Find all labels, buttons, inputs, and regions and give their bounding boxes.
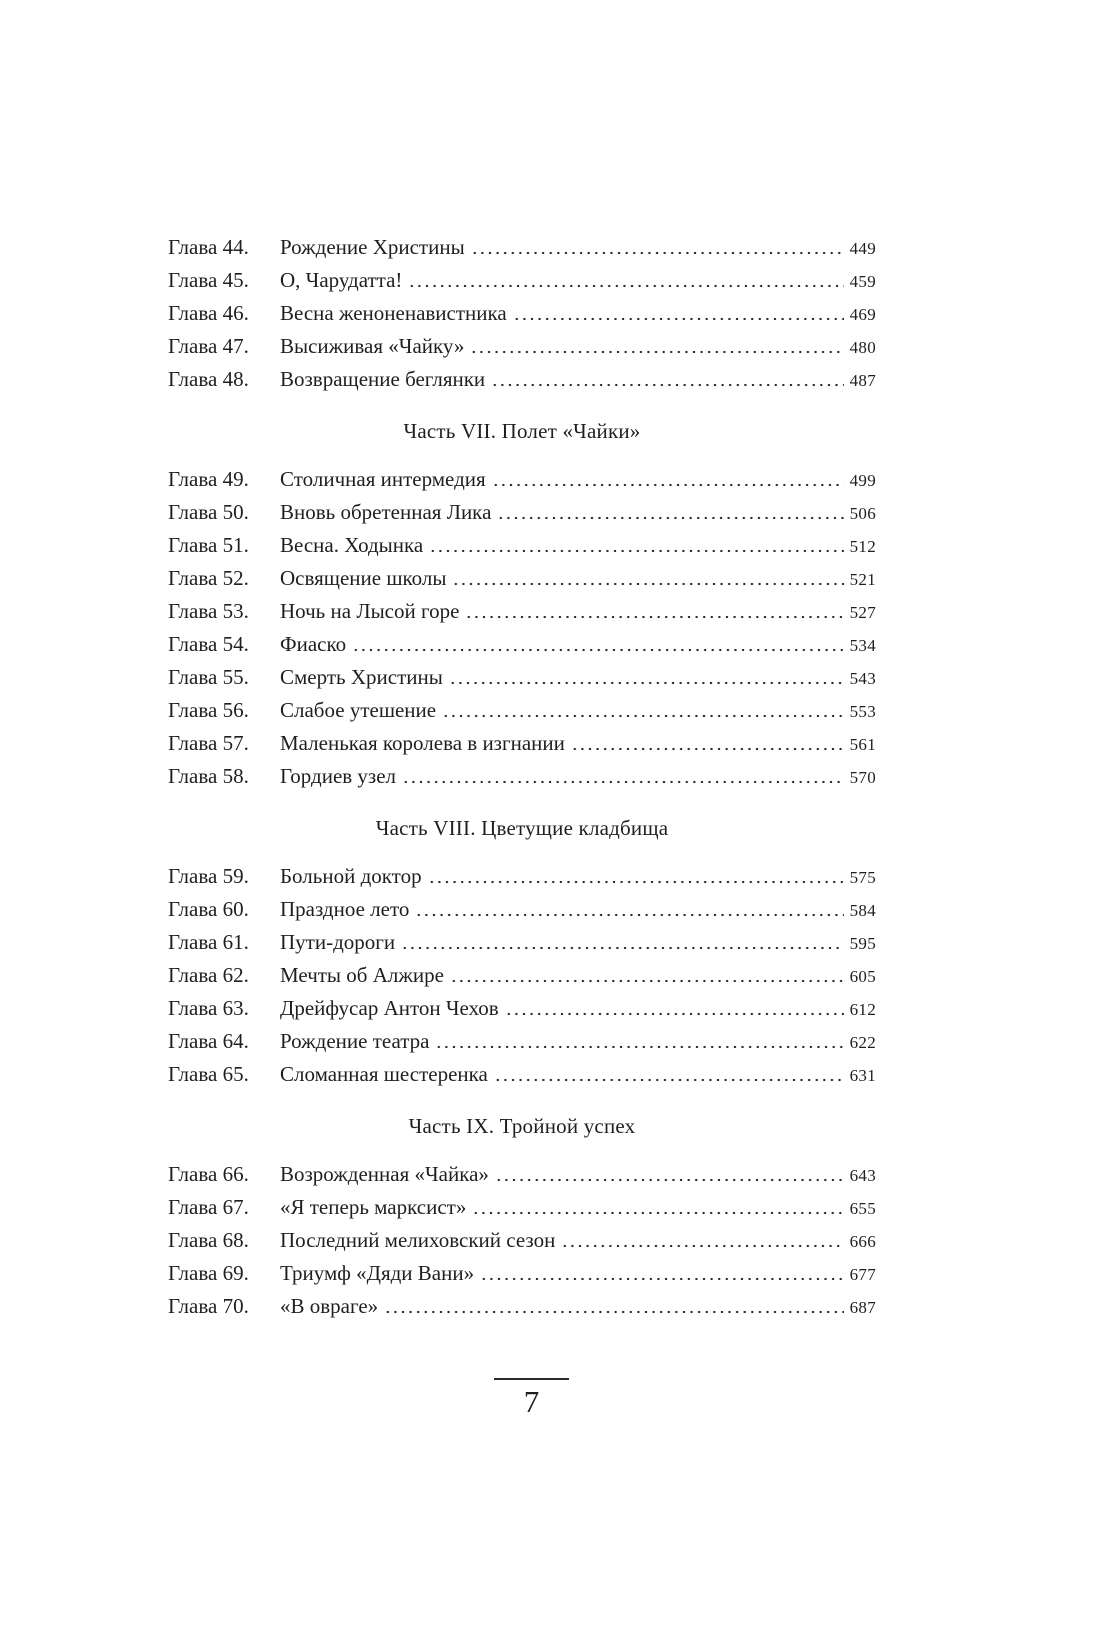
chapter-title: Триумф «Дяди Вани» [280, 1261, 475, 1285]
chapter-label: Глава 68. [168, 1228, 249, 1252]
chapter-page-number: 584 [849, 901, 876, 920]
dot-leader [513, 317, 844, 321]
chapter-label: Глава 54. [168, 632, 249, 656]
dot-leader [449, 681, 844, 685]
toc-entry [168, 860, 876, 893]
chapter-label: Глава 67. [168, 1195, 249, 1219]
toc-entry [168, 727, 876, 760]
dot-leader [415, 913, 843, 917]
chapter-title: Высиживая «Чайку» [280, 334, 465, 358]
chapter-title: Мечты об Алжире [280, 963, 444, 987]
chapter-label: Глава 51. [168, 533, 249, 557]
chapter-title: Возрожденная «Чайка» [280, 1162, 489, 1186]
dot-leader [480, 1277, 843, 1281]
toc-entry [168, 959, 876, 992]
toc-entry [168, 1290, 876, 1323]
chapter-page-number: 612 [849, 1000, 876, 1019]
dot-leader [494, 1078, 844, 1082]
dot-leader [465, 615, 843, 619]
chapter-label: Глава 56. [168, 698, 249, 722]
dot-leader [435, 1045, 843, 1049]
chapter-page-number: 506 [849, 504, 876, 523]
dot-leader [450, 979, 844, 983]
toc-entry [168, 529, 876, 562]
dot-leader [571, 747, 844, 751]
chapter-title: Последний мелиховский сезон [280, 1228, 556, 1252]
chapter-page-number: 469 [849, 305, 876, 324]
chapter-label: Глава 57. [168, 731, 249, 755]
chapter-page-number: 553 [849, 702, 876, 721]
chapter-label: Глава 49. [168, 467, 249, 491]
dot-leader [429, 549, 843, 553]
chapter-label: Глава 63. [168, 996, 249, 1020]
chapter-label: Глава 46. [168, 301, 249, 325]
toc-entry [168, 661, 876, 694]
toc-entry [168, 231, 876, 264]
page-number: 7 [523, 1384, 540, 1419]
dot-leader [428, 880, 844, 884]
chapter-page-number: 575 [849, 868, 876, 887]
chapter-label: Глава 65. [168, 1062, 249, 1086]
chapter-title: Маленькая королева в изгнании [280, 731, 565, 755]
chapter-page-number: 459 [849, 272, 876, 291]
chapter-page-number: 480 [849, 338, 876, 357]
toc-entry [168, 264, 876, 297]
chapter-label: Глава 66. [168, 1162, 249, 1186]
toc-entry [168, 297, 876, 330]
chapter-title: Смерть Христины [280, 665, 443, 689]
toc-entry [168, 893, 876, 926]
dot-leader [384, 1310, 843, 1314]
chapter-page-number: 631 [849, 1066, 876, 1085]
dot-leader [497, 516, 843, 520]
part-heading: Часть IX. Тройной успех [408, 1114, 636, 1138]
chapter-title: Сломанная шестеренка [280, 1062, 488, 1086]
chapter-title: Пути-дороги [280, 930, 396, 954]
chapter-page-number: 487 [849, 371, 876, 390]
dot-leader [505, 1012, 844, 1016]
toc-entry [168, 1158, 876, 1191]
chapter-title: «Я теперь марксист» [280, 1195, 467, 1219]
chapter-label: Глава 62. [168, 963, 249, 987]
chapter-page-number: 655 [849, 1199, 876, 1218]
chapter-title: Возвращение беглянки [280, 367, 486, 391]
toc-entry [168, 1191, 876, 1224]
chapter-page-number: 687 [849, 1298, 876, 1317]
toc-entry [168, 496, 876, 529]
toc-entry [168, 694, 876, 727]
chapter-label: Глава 61. [168, 930, 249, 954]
dot-leader [402, 780, 844, 784]
chapter-title: Весна женоненавистника [280, 301, 507, 325]
chapter-page-number: 499 [849, 471, 876, 490]
dot-leader [352, 648, 843, 652]
toc-entry [168, 926, 876, 959]
chapter-title: Больной доктор [280, 864, 422, 888]
chapter-page-number: 527 [849, 603, 876, 622]
chapter-title: Вновь обретенная Лика [280, 500, 492, 524]
chapter-page-number: 512 [849, 537, 876, 556]
chapter-label: Глава 55. [168, 665, 249, 689]
dot-leader [471, 251, 844, 255]
chapter-title: Праздное лето [280, 897, 410, 921]
chapter-title: Рождение Христины [280, 235, 465, 259]
chapter-label: Глава 60. [168, 897, 249, 921]
chapter-page-number: 622 [849, 1033, 876, 1052]
chapter-title: Гордиев узел [280, 764, 397, 788]
part-heading: Часть VII. Полет «Чайки» [403, 419, 641, 443]
toc-entry [168, 1224, 876, 1257]
part-heading: Часть VIII. Цветущие кладбища [375, 816, 669, 840]
toc-entry [168, 1257, 876, 1290]
chapter-label: Глава 70. [168, 1294, 249, 1318]
dot-leader [401, 946, 843, 950]
dot-leader [561, 1244, 843, 1248]
chapter-title: Дрейфусар Антон Чехов [280, 996, 499, 1020]
chapter-page-number: 521 [849, 570, 876, 589]
chapter-title: Столичная интермедия [280, 467, 486, 491]
chapter-title: Слабое утешение [280, 698, 437, 722]
chapter-label: Глава 50. [168, 500, 249, 524]
chapter-label: Глава 59. [168, 864, 249, 888]
chapter-label: Глава 47. [168, 334, 249, 358]
chapter-page-number: 570 [849, 768, 876, 787]
chapter-label: Глава 69. [168, 1261, 249, 1285]
chapter-label: Глава 58. [168, 764, 249, 788]
chapter-page-number: 643 [849, 1166, 876, 1185]
toc-entry [168, 595, 876, 628]
chapter-title: Рождение театра [280, 1029, 430, 1053]
chapter-label: Глава 45. [168, 268, 249, 292]
table-of-contents [168, 231, 876, 1323]
dot-leader [452, 582, 843, 586]
toc-entry [168, 463, 876, 496]
chapter-label: Глава 44. [168, 235, 249, 259]
chapter-title: Ночь на Лысой горе [280, 599, 460, 623]
dot-leader [470, 350, 843, 354]
toc-entry [168, 1025, 876, 1058]
chapter-page-number: 595 [849, 934, 876, 953]
chapter-title: Весна. Ходынка [280, 533, 424, 557]
chapter-title: «В овраге» [280, 1294, 379, 1318]
toc-entry [168, 562, 876, 595]
toc-entry [168, 628, 876, 661]
toc-entry [168, 1058, 876, 1091]
chapter-page-number: 677 [849, 1265, 876, 1284]
chapter-label: Глава 48. [168, 367, 249, 391]
chapter-title: Фиаско [280, 632, 347, 656]
chapter-label: Глава 52. [168, 566, 249, 590]
chapter-label: Глава 53. [168, 599, 249, 623]
chapter-page-number: 666 [849, 1232, 876, 1251]
chapter-title: Освящение школы [280, 566, 447, 590]
dot-leader [408, 284, 843, 288]
dot-leader [442, 714, 843, 718]
chapter-label: Глава 64. [168, 1029, 249, 1053]
dot-leader [492, 483, 844, 487]
chapter-page-number: 605 [849, 967, 876, 986]
chapter-page-number: 561 [849, 735, 876, 754]
dot-leader [495, 1178, 844, 1182]
toc-entry [168, 992, 876, 1025]
chapter-page-number: 534 [849, 636, 876, 655]
toc-entry [168, 760, 876, 793]
chapter-title: О, Чарудатта! [280, 268, 403, 292]
chapter-page-number: 449 [849, 239, 876, 258]
dot-leader [491, 383, 843, 387]
toc-entry [168, 363, 876, 396]
toc-entry [168, 330, 876, 363]
chapter-page-number: 543 [849, 669, 876, 688]
dot-leader [472, 1211, 843, 1215]
